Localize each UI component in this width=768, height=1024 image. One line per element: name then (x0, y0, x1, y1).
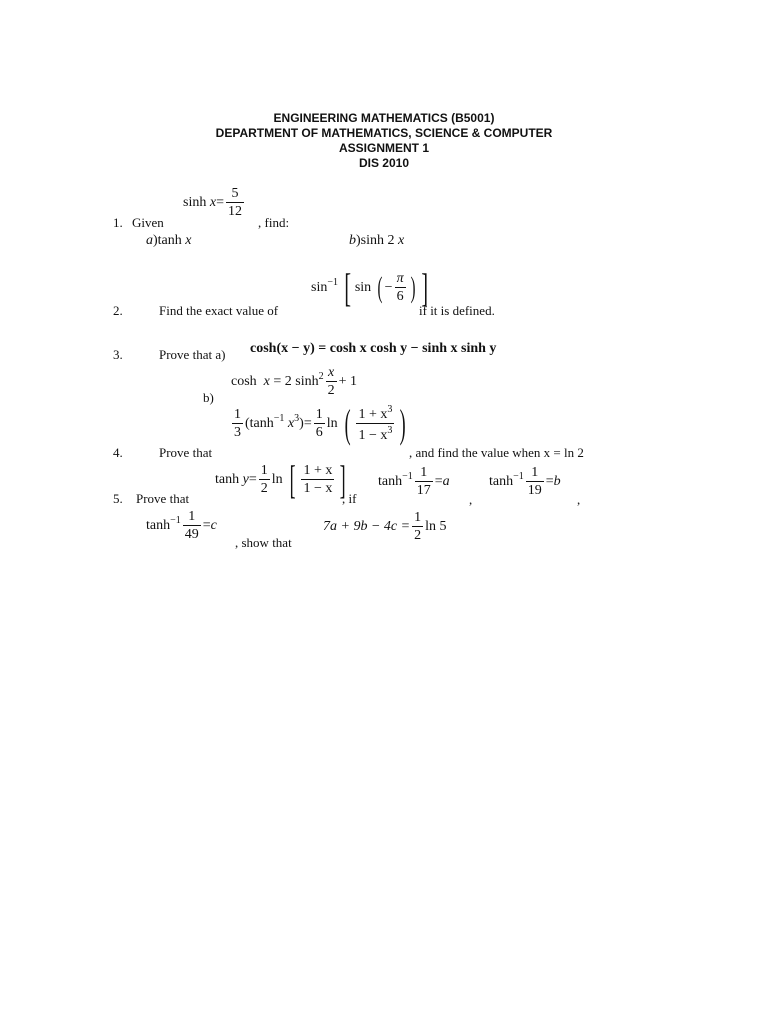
q3-b-lhs: cosh (231, 374, 257, 390)
q3-equation-b (231, 366, 357, 398)
q5-b-eq: = (545, 474, 554, 490)
q5-b: b (553, 474, 561, 490)
q5-c-definition (146, 510, 217, 542)
q3-b-numerator: x (326, 366, 337, 382)
q5-numerator: 1 + x (303, 463, 333, 478)
q5-tanh-y-equation (215, 457, 350, 502)
q5-left-bracket: [ (289, 457, 296, 502)
q4-three: 3 (234, 425, 241, 440)
q5-half (259, 464, 270, 496)
q5-a-fraction (415, 466, 433, 498)
q4-left-paren: ( (344, 401, 351, 446)
q5-final-den: 2 (414, 528, 422, 543)
q5-b-fraction (526, 466, 544, 498)
q5-half-den: 2 (260, 481, 268, 496)
q4-tanh: tanh (249, 416, 274, 432)
q5-c: c (210, 518, 217, 534)
q5-ln-fraction (301, 464, 334, 496)
q5-show-that: , show that (235, 535, 292, 550)
q3-b-tail: + 1 (338, 374, 358, 390)
q2-pi: π (396, 271, 404, 286)
q5-ln: ln (271, 472, 283, 488)
q5-a: a (442, 474, 450, 490)
q5-a-tanh: tanh (378, 474, 403, 490)
q5-b-inv: −1 (513, 471, 524, 483)
q4-equation: $\frac{1}{3}$ ($\tanh^{-1}$ $x^3)=$ $\frac{1}{6}$ ln ( $\frac{1 + x^3}{1 - x^3}$ ) (234, 401, 407, 446)
q4-inv: −1 (273, 413, 285, 425)
q1-part-b-expr: sinh 2 (360, 233, 395, 248)
q5-c-fraction (183, 510, 201, 542)
q2-sin: sin (354, 280, 372, 296)
q4-x: x (287, 416, 295, 432)
q1-part-b-label: b (349, 233, 356, 248)
q2-inv: −1 (327, 277, 338, 289)
q3-b-eq: = 2 sinh (273, 374, 319, 390)
q5-text: Prove that (136, 491, 190, 506)
q5-c-den: 49 (184, 527, 199, 542)
q4-suffix: , and find the value when x = ln 2 (409, 445, 584, 460)
q1-denominator: 12 (227, 204, 242, 219)
q1-find: , find: (258, 215, 290, 230)
q5-y: y (242, 472, 249, 488)
q2-right-bracket: ] (420, 265, 428, 310)
q1-fraction (226, 187, 244, 219)
q2-expression (311, 265, 431, 310)
q4-six: 6 (315, 425, 323, 440)
q5-final-num: 1 (414, 510, 422, 525)
q5-a-definition (378, 466, 450, 498)
q5-final-tail: ln 5 (425, 519, 447, 535)
q2-six: 6 (396, 289, 404, 304)
title-course: ENGINEERING MATHEMATICS (B5001) (273, 111, 495, 125)
q1-eq: = (216, 195, 224, 211)
q4-right-paren: ) (400, 401, 407, 446)
q5-c-eq: = (202, 518, 211, 534)
q3-b-x: x (263, 374, 270, 390)
q3-b-label: b) (203, 390, 214, 405)
q5-comma-1: , (469, 492, 473, 507)
q4-cube: 3 (294, 413, 300, 425)
q4-one: 1 (234, 407, 241, 422)
q3-b-fraction (326, 366, 337, 398)
q5-denominator: 1 − x (303, 481, 333, 496)
title-session: DIS 2010 (358, 156, 410, 170)
q1-part-a: a)tanh x (146, 233, 192, 248)
q5-half-num: 1 (260, 463, 268, 478)
q2-suffix: if it is defined. (419, 303, 495, 318)
q5-c-num: 1 (183, 510, 201, 526)
q5-eq: = (248, 472, 257, 488)
q4-ln-fraction (356, 405, 394, 443)
q5-final-equation (323, 511, 446, 543)
q5-right-bracket: ] (340, 457, 347, 502)
q4-one-sixth (314, 408, 325, 440)
q4-number: 4. (113, 445, 123, 460)
q2-left-paren: ( (377, 271, 383, 304)
q1-given: Given (132, 215, 164, 230)
q4-text: Prove that (159, 445, 213, 460)
title-assignment: ASSIGNMENT 1 (338, 141, 429, 155)
q1-x: x (209, 195, 217, 211)
q5-b-den: 19 (527, 483, 542, 498)
q5-b-tanh: tanh (489, 474, 514, 490)
q2-text: Find the exact value of (159, 303, 279, 318)
q5-final-lhs: 7a + 9b − 4c = (323, 519, 411, 535)
q4-one-b: 1 (315, 407, 323, 422)
q5-if: , if (342, 491, 357, 506)
q5-b-definition (489, 466, 561, 498)
q5-final-half (412, 511, 423, 543)
q5-c-inv: −1 (170, 515, 181, 527)
title-department: DEPARTMENT OF MATHEMATICS, SCIENCE & COMPUTER (215, 126, 553, 140)
q1-part-a-expr: tanh (157, 233, 182, 248)
q5-comma-2: , (577, 492, 581, 507)
q4-ln: ln (326, 416, 338, 432)
q4-eq: = (303, 416, 312, 432)
q1-numerator: 5 (226, 187, 244, 203)
q5-a-inv: −1 (402, 471, 413, 483)
q5-a-num: 1 (415, 466, 433, 482)
q1-sinh: sinh (183, 195, 207, 211)
q2-number: 2. (113, 303, 123, 318)
q2-fraction (395, 272, 406, 304)
q5-c-tanh: tanh (146, 518, 171, 534)
q1-part-b: b)sinh 2 x (349, 233, 405, 248)
q5-number: 5. (113, 491, 123, 506)
q3-text: Prove that a) (159, 347, 226, 362)
q4-one-third (232, 408, 243, 440)
q5-a-eq: = (434, 474, 443, 490)
q1-part-a-label: a (146, 233, 153, 248)
q1-part-b-x: x (398, 233, 405, 248)
q2-sin-inverse: sin (311, 280, 328, 296)
q3-equation-a: cosh(x − y) = cosh x cosh y − sinh x sinh y (250, 341, 497, 356)
q1-part-a-x: x (185, 233, 192, 248)
q3-number: 3. (113, 347, 123, 362)
q2-left-bracket: [ (344, 265, 352, 310)
q1-number: 1. (113, 215, 123, 230)
q2-right-paren: ) (410, 271, 416, 304)
q3-b-denominator: 2 (327, 383, 335, 398)
q4-numerator: $1 + x^3$ (358, 404, 393, 422)
q1-given-equation (183, 187, 246, 219)
q5-tanh-y: tanh (215, 472, 240, 488)
q2-minus: − (384, 280, 393, 296)
q5-b-num: 1 (526, 466, 544, 482)
q4-denominator: $1 - x^3$ (358, 425, 393, 443)
q5-a-den: 17 (416, 483, 431, 498)
q3-b-square: 2 (318, 371, 324, 383)
